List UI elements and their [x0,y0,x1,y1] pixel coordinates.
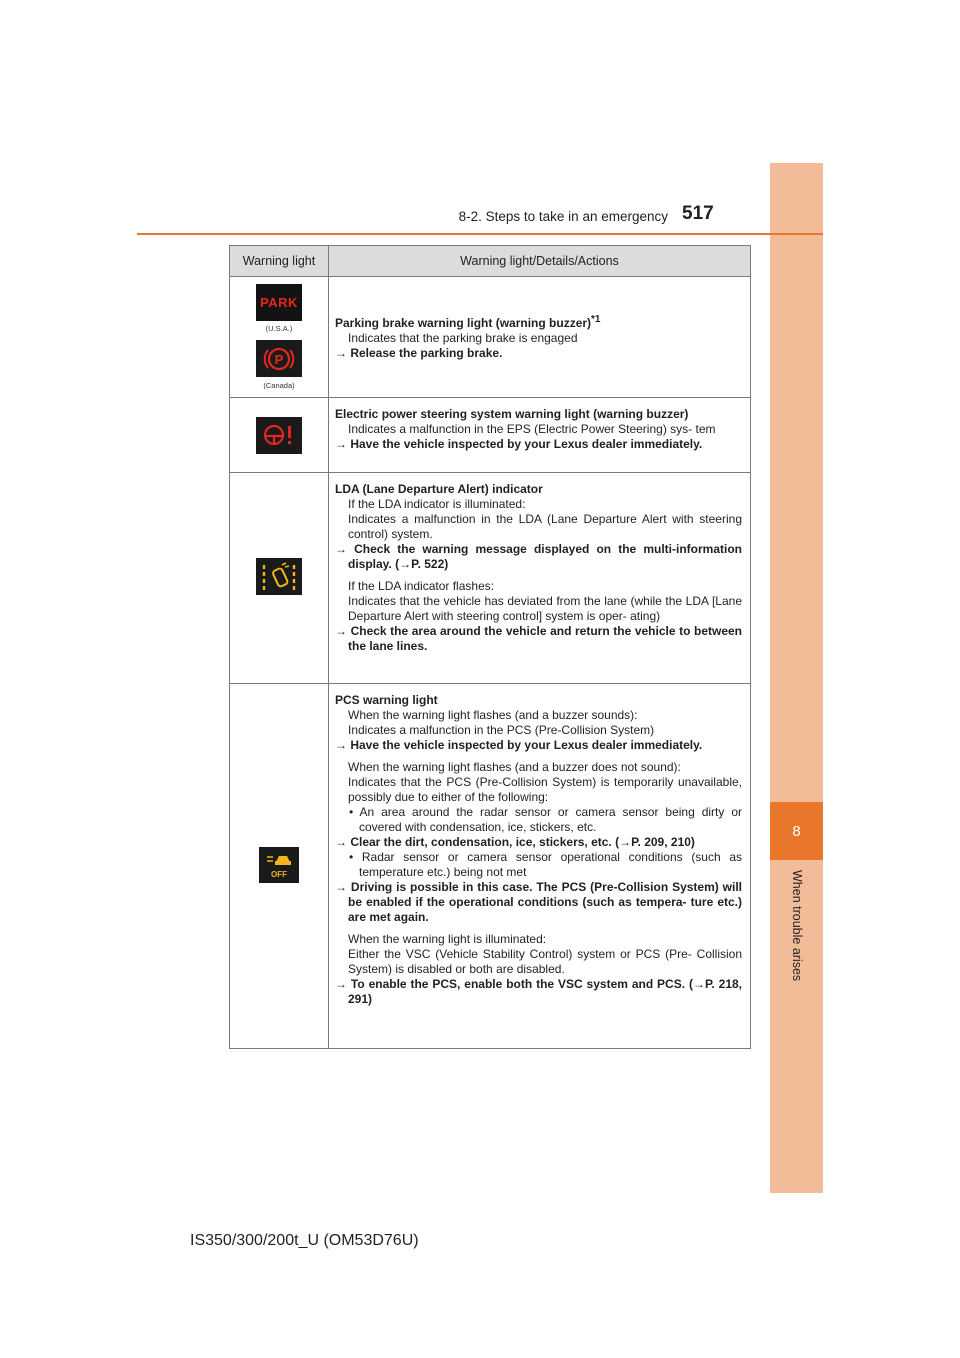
condition-text: If the LDA indicator flashes: [348,579,495,593]
chapter-number-tab[interactable] [770,802,823,860]
col-header-details: Warning light/Details/Actions [329,246,751,277]
lane-departure-icon [256,558,302,595]
table-row [230,277,751,398]
icon-cell [230,473,329,684]
bullet-item: • Radar sensor or camera sensor operational conditions (such as temperature etc.) being not met [349,850,742,879]
table-row [230,398,751,473]
row-action: → Driving is possible in this case. The PCS (Pre-Collision System) will be enabled if the operational conditions (such as tempera- ture etc.) are met again. [335,880,742,924]
details-cell [329,684,751,1049]
row-details: Indicates a malfunction in the PCS (Pre-Collision System) [348,723,655,737]
row-action: → Check the area around the vehicle and return the vehicle to between the lane lines. [335,624,742,653]
row-action: → Clear the dirt, condensation, ice, stickers, etc. (→P. 209, 210) [335,835,695,849]
row-details: Indicates that the parking brake is engaged [348,331,578,345]
caption-usa: (U.S.A.) [265,324,293,334]
row-action: → Have the vehicle inspected by your Lexus dealer immediately. [335,437,703,451]
side-tab-band [770,163,823,1193]
row-action: → Have the vehicle inspected by your Lexus dealer immediately. [335,738,703,752]
park-warning-icon: PARK [256,284,302,321]
col-header-warning-light: Warning light [230,246,329,277]
icon-cell [230,684,329,1049]
svg-text:P: P [274,351,284,367]
row-title: Electric power steering system warning light (warning buzzer) [335,407,689,421]
caption-canada: (Canada) [263,380,295,390]
condition-text: When the warning light flashes (and a buzzer does not sound): [348,760,681,774]
table-row [230,684,751,1049]
section-title: 8-2. Steps to take in an emergency [458,209,668,224]
warning-light-table [229,245,751,1049]
row-action: → Check the warning message displayed on the multi-information display. (→P. 522) [335,542,742,571]
row-title: PCS warning light [335,693,438,707]
page-number: 517 [682,203,714,224]
table-header-row [230,246,751,277]
footnote-mark: *1 [591,314,601,325]
row-details: Indicates that the PCS (Pre-Collision System) is temporarily unavailable, possibly due to either of the following: [348,775,742,804]
icon-cell [230,398,329,473]
chapter-number: 8 [792,822,801,840]
row-action: → Release the parking brake. [335,346,503,360]
row-action: → To enable the PCS, enable both the VSC system and PCS. (→P. 218, 291) [335,977,742,1006]
details-cell [329,398,751,473]
parking-brake-p-icon [256,340,302,377]
row-title: LDA (Lane Departure Alert) indicator [335,482,543,496]
bullet-item: • An area around the radar sensor or camera sensor being dirty or covered with condensation, ice, stickers, etc. [349,805,742,834]
condition-text: If the LDA indicator is illuminated: [348,497,526,511]
steering-warning-icon [256,417,302,454]
pcs-off-icon [259,847,299,883]
row-details: Indicates a malfunction in the LDA (Lane Departure Alert with steering control) system. [348,512,742,541]
condition-text: When the warning light flashes (and a buzzer sounds): [348,708,638,722]
svg-text:OFF: OFF [271,870,287,879]
icon-cell [230,277,329,398]
model-footer: IS350/300/200t_U (OM53D76U) [190,1232,419,1249]
condition-text: When the warning light is illuminated: [348,932,547,946]
table-row [230,473,751,684]
row-details: Indicates that the vehicle has deviated from the lane (while the LDA [Lane Departure Alert with steering control] system is oper- ating) [348,594,742,623]
row-title: Parking brake warning light (warning buzzer)$^{*1}$ [335,314,601,330]
details-cell [329,277,751,398]
details-cell [329,473,751,684]
row-details: Either the VSC (Vehicle Stability Control) system or PCS (Pre- Collision System) is disabled or both are disabled. [348,947,742,976]
row-details: Indicates a malfunction in the EPS (Electric Power Steering) sys- tem [348,422,716,436]
chapter-title: When trouble arises [790,870,804,982]
header-rule [137,233,823,235]
